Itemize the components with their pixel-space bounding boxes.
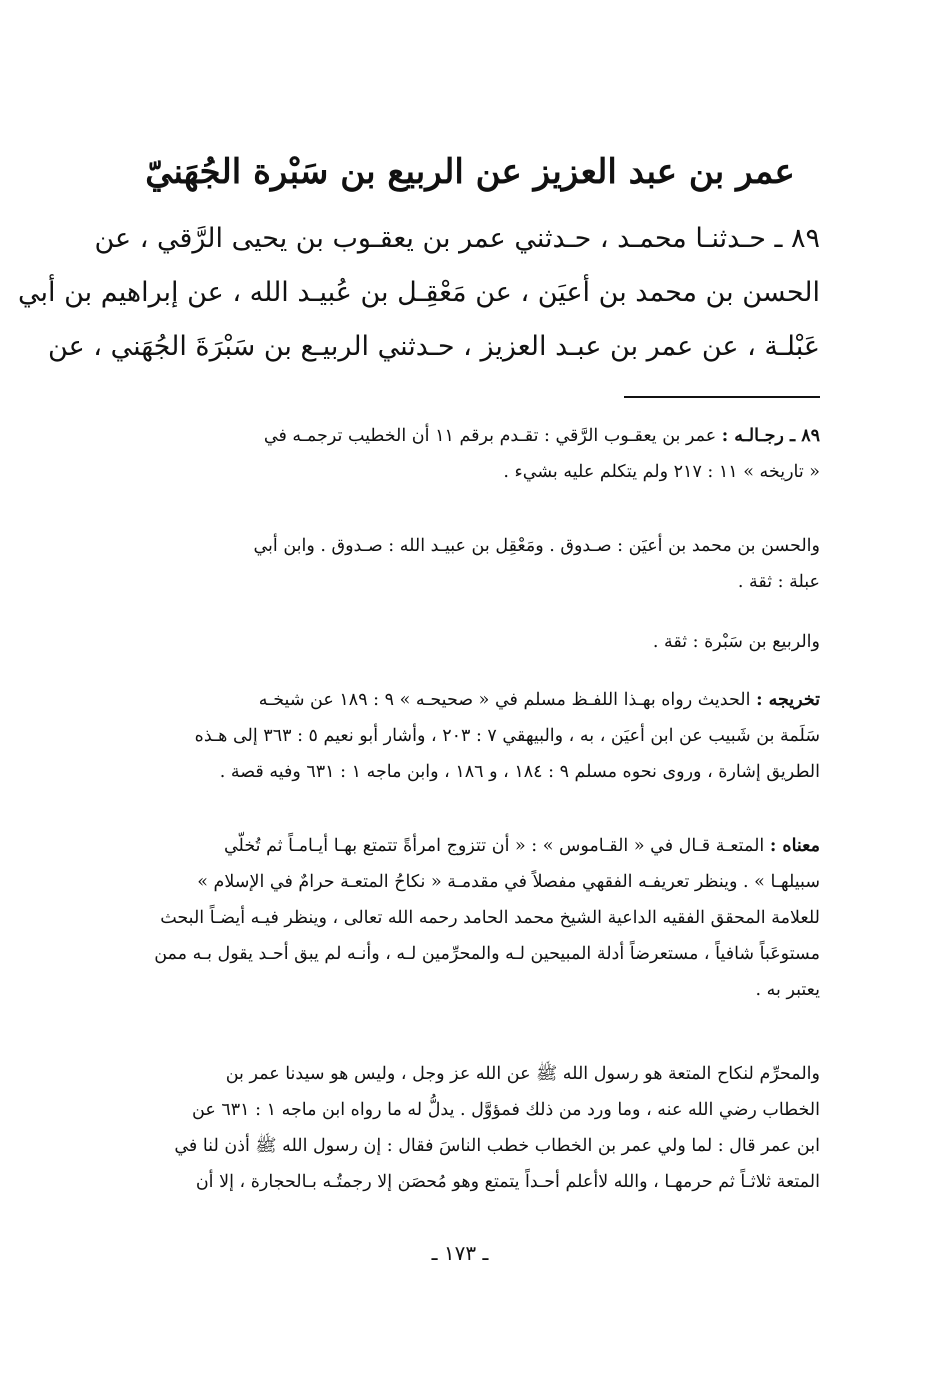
footnote-line xyxy=(110,828,820,864)
footnote-line: ابن عمر قال : لما ولي عمر بن الخطاب خطب الناسَ فقال : إن رسول الله ﷺ أذن لنا في xyxy=(174,1136,820,1156)
footnote-muharrim xyxy=(110,1056,820,1200)
footnote-label: ٨٩ ـ رجـالـه : xyxy=(721,426,820,446)
section-heading: عمر بن عبد العزيز عن الربيع بن سَبْرة الجُهَنيّ xyxy=(145,152,795,192)
footnote-rijal xyxy=(110,418,820,490)
footnote-takhrij xyxy=(110,682,820,790)
footnote-line: « تاريخه » ١١ : ٢١٧ ولم يتكلم عليه بشيء . xyxy=(503,462,820,482)
footnote-line xyxy=(110,682,820,718)
main-text-line: عَبْلـة ، عن عمر بن عبـد العزيز ، حـدثني الربيـع بن سَبْرَةَ الجُهَني ، عن xyxy=(48,331,820,362)
hadith-main-text xyxy=(18,212,820,374)
footnote-text: المتعـة قـال في « القـاموس » : « أن تتزوج امرأةً تتمتع بهـا أيـامـاً ثم تُخلّي xyxy=(223,836,765,856)
footnote-line xyxy=(110,418,820,454)
footnote-line: عبلة : ثقة . xyxy=(737,572,820,592)
footnote-line: يعتبر به . xyxy=(755,980,820,1000)
main-text-line: الحسن بن محمد بن أعيَن ، عن مَعْقِـل بن عُبيـد الله ، عن إبراهيم بن أبي xyxy=(18,277,820,308)
footnote-rabi xyxy=(110,624,820,660)
footnote-line: الطريق إشارة ، وروى نحوه مسلم ٩ : ١٨٤ ، و ١٨٦ ، وابن ماجه ١ : ٦٣١ وفيه قصة . xyxy=(219,762,820,782)
footnote-separator xyxy=(624,396,820,398)
footnote-line: والمحرِّم لنكاح المتعة هو رسول الله ﷺ عن الله عز وجل ، وليس هو سيدنا عمر بن xyxy=(225,1064,820,1084)
footnote-line: والحسن بن محمد بن أعيَن : صـدوق . ومَعْقِل بن عبيـد الله : صـدوق . وابن أبي xyxy=(253,536,820,556)
footnote-line: والربيع بن سَبْرة : ثقة . xyxy=(652,632,820,652)
footnote-line: سبيلهـا » . وينظر تعريفـه الفقهي مفصلاً في مقدمـة « نكاحُ المتعـة حرامٌ في الإسلام » xyxy=(197,872,820,892)
footnote-line: المتعة ثلاثـاً ثم حرمهـا ، والله لاأعلم أحـداً يتمتع وهو مُحصَن إلا رجمتُـه بـالحجارة ، إلا أن xyxy=(195,1172,820,1192)
footnote-text: الحديث رواه بهـذا اللفـظ مسلم في « صحيحـه » ٩ : ١٨٩ عن شيخـه xyxy=(258,690,751,710)
footnote-line: للعلامة المحقق الفقيه الداعية الشيخ محمد الحامد رحمه الله تعالى ، وينظر فيـه أيضـاً البحث xyxy=(160,908,820,928)
main-text-line: ٨٩ ـ حـدثنـا محمـد ، حـدثني عمر بن يعقـوب بن يحيى الرَّقي ، عن xyxy=(94,223,820,254)
footnote-label: معناه : xyxy=(769,836,820,856)
page-number: ـ ١٧٣ ـ xyxy=(431,1241,489,1265)
footnote-label: تخريجه : xyxy=(756,690,820,710)
footnote-text: عمر بن يعقـوب الرَّقي : تقـدم برقم ١١ أن الخطيب ترجمـه في xyxy=(263,426,717,446)
footnote-manahu xyxy=(110,828,820,1008)
footnote-line: الخطاب رضي الله عنه ، وما ورد من ذلك فمؤوَّل . يدلُّ له ما رواه ابن ماجه ١ : ٦٣١ عن xyxy=(192,1100,820,1120)
footnote-hasan xyxy=(110,528,820,600)
footnote-line: سَلَمة بن شَبيب عن ابن أعيَن ، به ، والبيهقي ٧ : ٢٠٣ ، وأشار أبو نعيم ٥ : ٣٦٣ إلى هـذه xyxy=(194,726,820,746)
footnote-line: مستوعَباً شافياً ، مستعرضاً أدلة المبيحين لـه والمحرِّمين لـه ، وأنـه لم يبق أحـد يقول بـه ممن xyxy=(154,944,820,964)
